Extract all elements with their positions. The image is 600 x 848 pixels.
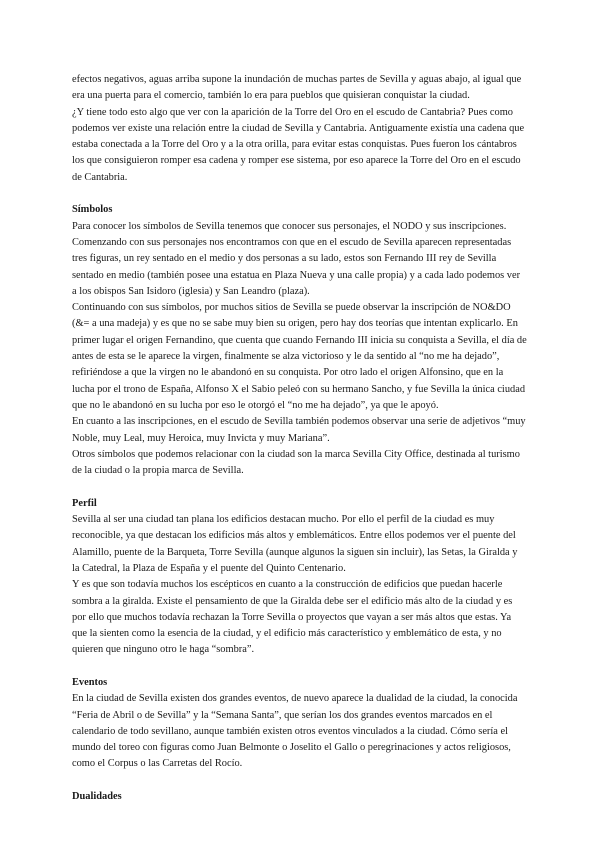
intro-paragraph-1: efectos negativos, aguas arriba supone la inundación de muchas partes de Sevilla y aguas abajo, al igual que era una puerta para el comercio, también lo era para pueblos que quisieran conquistar la ciudad. [72, 74, 522, 102]
simbolos-paragraph-1: Para conocer los símbolos de Sevilla tenemos que conocer sus personajes, el NODO y sus inscripciones. [72, 220, 507, 232]
perfil-paragraph-2: Y es que son todavía muchos los escépticos en cuanto a la construcción de edificios que puedan hacerle sombra a la giralda. Existe el pensamiento de que la Giralda debe ser el edificio más alto de la ciudad y es por ello que muchos todavía rechazan la Torre Sevilla o proyectos que vayan a ser más altos que estas. Ya que la sienten como la esencia de la ciudad, y el edificio más característico y emblemático de esta, y no quieren que ninguno otro le haga “sombra”. [72, 579, 513, 656]
perfil-paragraph-1: Sevilla al ser una ciudad tan plana los edificios destacan mucho. Por ello el perfil de la ciudad es muy reconocible, ya que destacan los edificios más altos y emblemáticos. Entre ellos podemos ver el puente del Alamillo, puente de la Barqueta, Torre Sevilla (aunque algunos la siguen sin incluir), las Setas, la Giralda y la Catedral, la Plaza de España y el puente del Quinto Centenario. [72, 514, 518, 574]
section-heading-perfil: Perfil [72, 497, 97, 509]
intro-paragraph-2: ¿Y tiene todo esto algo que ver con la aparición de la Torre del Oro en el escudo de Cantabria? Pues como podemos ver existe una relación entre la ciudad de Sevilla y Cantabria. Antiguamente existía una cadena que estaba conectada a la Torre del Oro y a la otra orilla, para evitar estas conquistas. Pues fueron los cántabros los que consiguieron romper esa cadena y romper ese sistema, por eso aparece la Torre del Oro en el escudo de Cantabria. [72, 106, 525, 183]
section-heading-simbolos: Símbolos [72, 204, 113, 216]
eventos-paragraph-1: En la ciudad de Sevilla existen dos grandes eventos, de nuevo aparece la dualidad de la ciudad, la conocida “Feria de Abril o de Sevilla” y la “Semana Santa”, que serían los dos grandes eventos marcados en el calendario de todo sevillano, aunque también existen otros eventos vinculados a la ciudad. Cómo sería el mundo del toreo con figuras como Juan Belmonte o Joselito el Gallo o peregrinaciones y actos religiosos, como el Corpus o las Carretas del Rocío. [72, 693, 518, 770]
document-page [72, 72, 527, 805]
simbolos-paragraph-5: Otros símbolos que podemos relacionar con la ciudad son la marca Sevilla City Office, destinada al turismo de la ciudad o la propia marca de Sevilla. [72, 448, 520, 477]
section-heading-dualidades: Dualidades [72, 791, 122, 803]
simbolos-paragraph-3: Continuando con sus símbolos, por muchos sitios de Sevilla se puede observar la inscripción de NO&DO (&= a una madeja) y es que no se sabe muy bien su origen, pero hay dos teorías que intentan explicarlo. En primer lugar el origen Fernandino, que cuenta que cuando Fernando III inicia su conquista a Sevilla, el día de antes de esta se le aparece la virgen, finalmente se alza victorioso y le da sentido al “no me ha dejado”, refiriéndose a que la virgen no le abandonó en su conquista. Por otro lado el origen Alfonsino, que en la lucha por el trono de España, Alfonso X el Sabio peleó con su hermano Sancho, y fue Sevilla la única ciudad que no le abandonó en su lucha por eso le otorgó el “no me ha dejado”, ya que le apoyó. [72, 302, 527, 411]
simbolos-paragraph-2: Comenzando con sus personajes nos encontramos con que en el escudo de Sevilla aparecen representadas tres figuras, un rey sentado en el medio y dos personas a su lado, estos son Fernando III rey de Sevilla sentado en medio (también posee una estatua en Plaza Nueva y una calle propia) y a cada lado podemos ver a los obispos San Isidoro (iglesia) y San Leandro (plaza). [72, 236, 521, 297]
section-heading-eventos: Eventos [72, 676, 108, 688]
simbolos-paragraph-4: En cuanto a las inscripciones, en el escudo de Sevilla también podemos observar una serie de adjetivos “muy Noble, muy Leal, muy Heroica, muy Invicta y muy Mariana”. [72, 416, 526, 444]
